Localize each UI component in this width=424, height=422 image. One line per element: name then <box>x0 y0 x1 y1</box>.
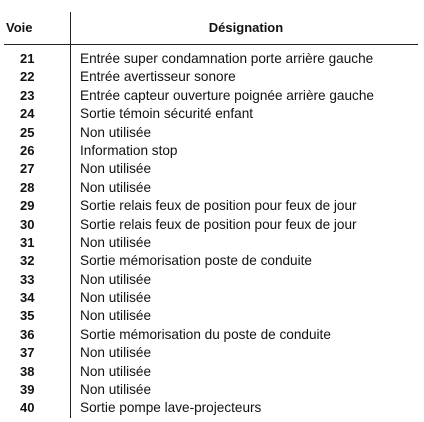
voie-number: 21 <box>20 51 35 66</box>
table-row <box>0 68 424 86</box>
voie-number: 29 <box>20 198 35 214</box>
table-row <box>0 326 424 344</box>
designation-text: Entrée avertisseur sonore <box>80 69 236 85</box>
voie-number: 34 <box>20 290 35 306</box>
table-row <box>0 399 424 417</box>
voie-number: 30 <box>20 216 35 232</box>
table-row <box>0 381 424 399</box>
designation-text: Non utilisée <box>80 271 152 287</box>
voie-number: 28 <box>20 179 35 195</box>
voie-number: 32 <box>20 253 35 269</box>
designation-text: Sortie mémorisation poste de conduite <box>80 253 312 269</box>
designation-text: Sortie relais feux de position pour feux de jour <box>80 198 357 214</box>
table-row <box>0 307 424 325</box>
table-row <box>0 197 424 215</box>
voie-number: 38 <box>20 363 35 379</box>
voie-number: 31 <box>20 234 35 250</box>
designation-text: Information stop <box>80 142 178 158</box>
voie-number: 22 <box>20 69 35 85</box>
voie-number: 33 <box>20 271 35 287</box>
table-row <box>0 289 424 307</box>
table-row <box>0 179 424 197</box>
designation-text: Non utilisée <box>80 308 152 324</box>
voie-number: 25 <box>20 124 35 140</box>
voie-number: 40 <box>20 400 35 416</box>
voie-number: 27 <box>20 161 35 177</box>
header-designation: Désignation <box>208 20 284 35</box>
voie-number: 35 <box>20 308 35 324</box>
designation-text: Sortie témoin sécurité enfant <box>80 106 254 122</box>
designation-text: Sortie mémorisation du poste de conduite <box>80 326 331 342</box>
table-row <box>0 50 424 68</box>
designation-text: Non utilisée <box>80 345 152 361</box>
table-row <box>0 363 424 381</box>
table-row <box>0 142 424 160</box>
table-row <box>0 105 424 123</box>
voie-number: 26 <box>20 142 35 158</box>
header-voie: Voie <box>6 20 33 35</box>
designation-text: Non utilisée <box>80 161 152 177</box>
table-row <box>0 271 424 289</box>
voie-number: 24 <box>20 106 35 122</box>
designation-text: Non utilisée <box>80 234 152 250</box>
voie-number: 23 <box>20 87 35 103</box>
table-row <box>0 160 424 178</box>
table-row <box>0 87 424 105</box>
table-row <box>0 234 424 252</box>
header-divider <box>4 44 418 45</box>
designation-text: Non utilisée <box>80 290 152 306</box>
designation-text: Non utilisée <box>80 179 152 195</box>
table-row <box>0 216 424 234</box>
table-body <box>0 50 424 418</box>
designation-text: Entrée capteur ouverture poignée arrière gauche <box>80 87 374 103</box>
designation-text: Non utilisée <box>80 124 152 140</box>
designation-text: Non utilisée <box>80 382 152 398</box>
designation-text: Non utilisée <box>80 363 152 379</box>
designation-text: Sortie relais feux de position pour feux de jour <box>80 216 357 232</box>
voie-number: 36 <box>20 326 35 342</box>
voie-number: 39 <box>20 382 35 398</box>
designation-text: Entrée super condamnation porte arrière gauche <box>80 51 374 66</box>
table-row <box>0 344 424 362</box>
table-row <box>0 124 424 142</box>
table-row <box>0 252 424 270</box>
voie-number: 37 <box>20 345 35 361</box>
designation-text: Sortie pompe lave-projecteurs <box>80 400 262 416</box>
